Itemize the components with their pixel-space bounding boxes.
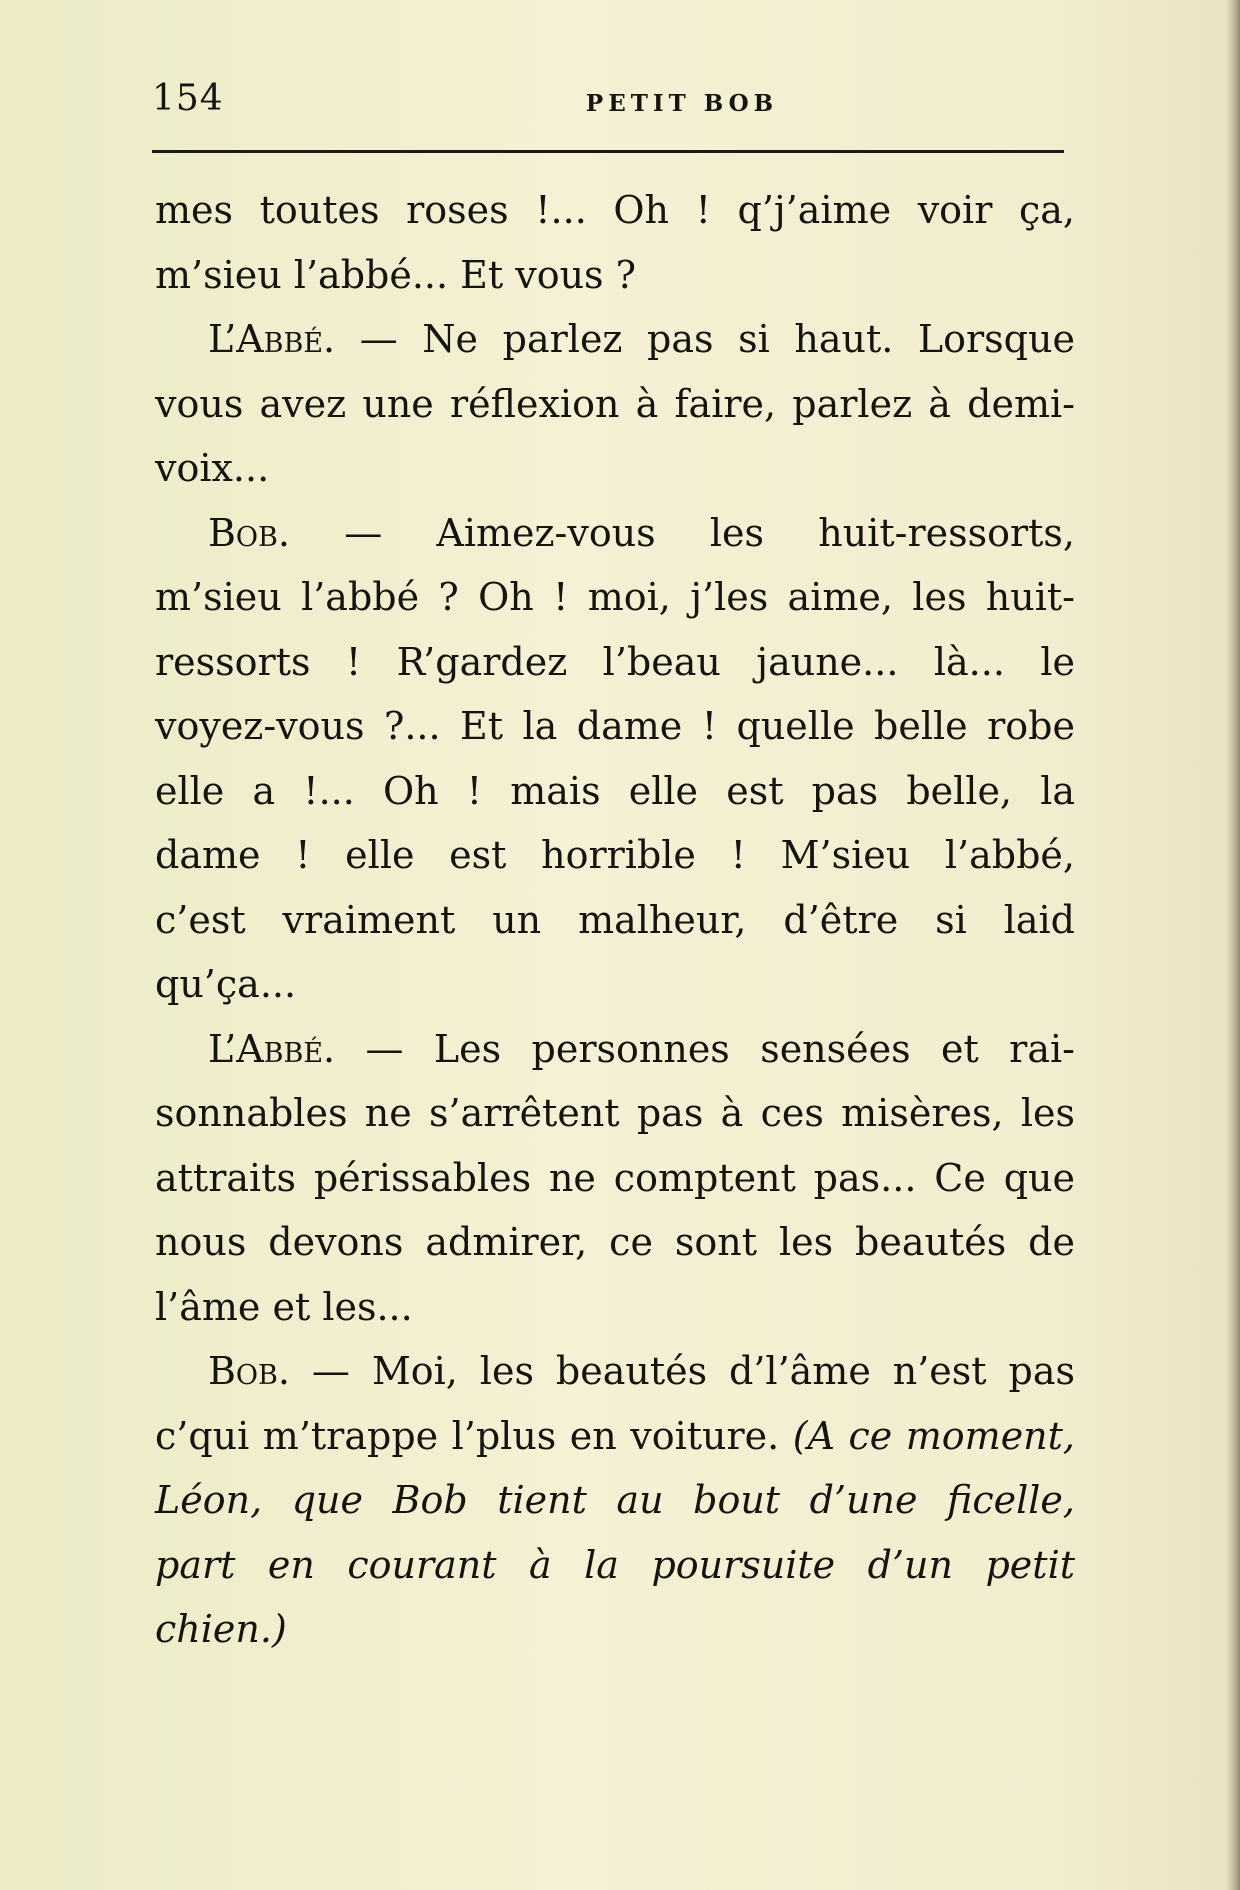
line-text: — Aimez-vous les huit-ressorts, [344,510,1075,555]
dialogue-line [155,501,1075,566]
text-line: ressorts ! R’gardez l’beau jaune... là... le [155,639,1075,684]
text-line: qu’ça... [155,962,297,1006]
text-line: c’est vraiment un malheur, d’être si laid [155,897,1075,942]
page-number: 154 [152,78,224,119]
text-line: m’sieu l’abbé... Et vous ? [155,252,637,297]
speaker-name: L’Abbé. [208,1026,336,1071]
text-line: mes toutes roses !... Oh ! q’j’aime voir ça, [155,188,1075,232]
text-line: l’âme et les... [155,1284,413,1329]
text-line: attraits périssables ne comptent pas... Ce que [155,1155,1075,1200]
dialogue-text [155,178,1075,1662]
page-edge-shadow [1226,0,1240,1890]
text-line: sonnables ne s’arrêtent pas à ces misères, les [155,1091,1075,1135]
text-line: voix... [155,446,270,490]
text-line: voyez-vous ?... Et la dame ! quelle belle robe [155,704,1075,748]
dialogue-line [155,307,1075,372]
speaker-name: Bob. [208,1349,290,1393]
stage-direction-line: Léon, que Bob tient au bout d’une ficelle, [155,1478,1075,1522]
stage-direction-line: part en courant à la poursuite d’un petit [155,1542,1075,1587]
line-text: — Moi, les beautés d’l’âme n’est pas [311,1349,1075,1393]
header-rule [152,150,1064,153]
line-text: — Les personnes sensées et rai- [365,1026,1075,1071]
text-line [155,1404,1075,1469]
speaker-name: Bob. [208,510,290,555]
text-line: elle a !... Oh ! mais elle est pas belle, la [155,768,1075,813]
stage-direction-line: chien.) [155,1607,287,1651]
stage-direction: (A ce moment, [792,1413,1075,1458]
line-text: c’qui m’trappe l’plus en voiture. [155,1413,780,1458]
running-title: PETIT BOB [585,90,779,117]
speaker-name: L’Abbé. [208,317,336,361]
dialogue-line [155,1339,1075,1404]
text-line: m’sieu l’abbé ? Oh ! moi, j’les aime, les huit- [155,575,1075,619]
dialogue-line [155,1017,1075,1082]
text-line: vous avez une réflexion à faire, parlez à demi- [155,381,1075,426]
text-line: nous devons admirer, ce sont les beautés de [155,1220,1075,1264]
page-header [152,78,1064,128]
line-text: — Ne parlez pas si haut. Lorsque [359,317,1075,361]
text-line: dame ! elle est horrible ! M’sieu l’abbé, [155,833,1075,877]
